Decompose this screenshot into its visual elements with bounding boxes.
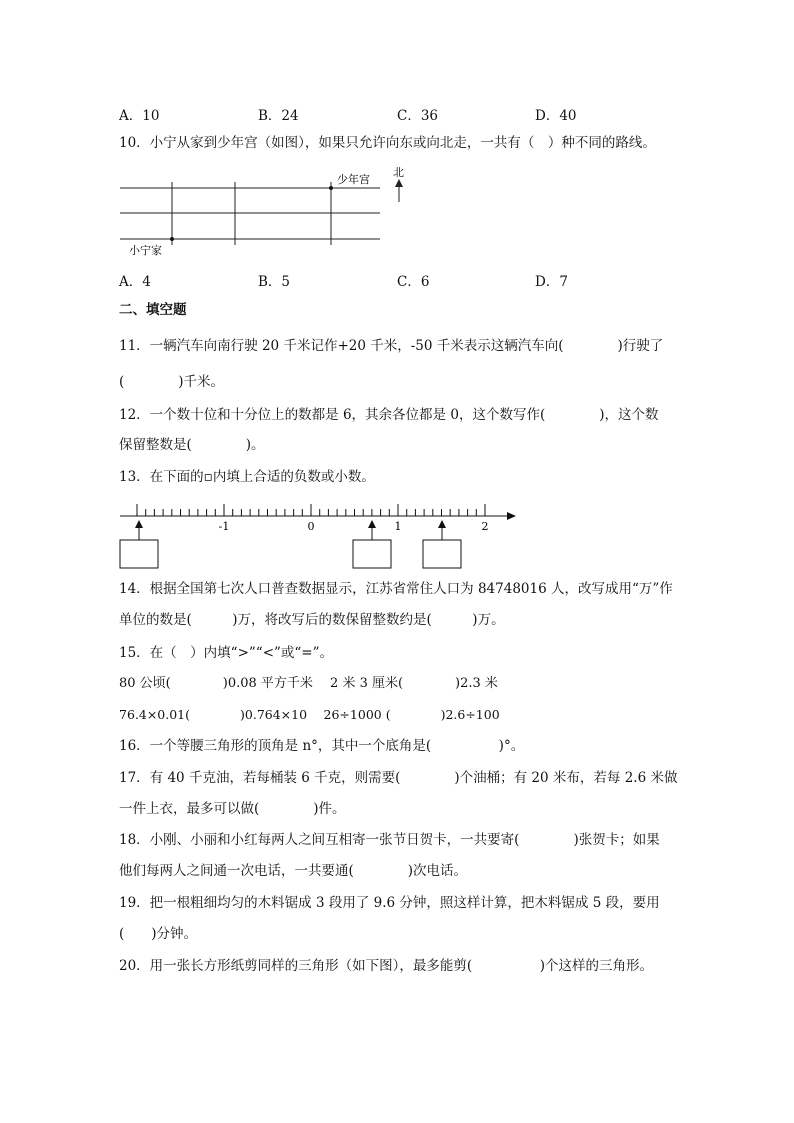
q11-line2: ( )千米。 [119, 374, 225, 390]
tick-label-1: 1 [394, 520, 402, 533]
q10-text: 10．小宁从家到少年宫（如图），如果只允许向东或向北走，一共有（ ）种不同的路线。 [119, 135, 656, 151]
number-line-svg [115, 490, 525, 575]
pointer-2-arrow-icon [368, 520, 376, 528]
answer-box-3 [423, 540, 461, 568]
home-dot [170, 237, 174, 241]
tick-label-0: 0 [307, 520, 315, 533]
q19-line1: 19．把一根粗细均匀的木料锯成 3 段用了 9.6 分钟，照这样计算，把木料锯成 5 段，要用 [119, 895, 660, 911]
q20-text: 20．用一张长方形纸剪同样的三角形（如下图），最多能剪( )个这样的三角形。 [119, 958, 653, 974]
q11-line1: 11．一辆汽车向南行驶 20 千米记作+20 千米，-50 千米表示这辆汽车向( )行驶了 [119, 338, 664, 354]
q19-line2: ( )分钟。 [119, 926, 198, 942]
q9-option-d: D．40 [535, 108, 577, 124]
q18-line1: 18．小刚、小丽和小红每两人之间互相寄一张节日贺卡，一共要寄( )张贺卡；如果 [119, 832, 660, 848]
axis-arrow-icon [507, 512, 516, 520]
q12-line2: 保留整数是( )。 [119, 437, 265, 453]
q15-text: 15．在（ ）内填“>”“<”或“=”。 [119, 645, 334, 661]
q14-line2: 单位的数是( )万，将改写后的数保留整数约是( )万。 [119, 612, 505, 628]
north-label: 北 [393, 166, 404, 179]
q9-option-b: B．24 [258, 108, 299, 124]
q18-line2: 他们每两人之间通一次电话，一共要通( )次电话。 [119, 863, 468, 879]
q9-option-a: A．10 [119, 108, 160, 124]
palace-dot [329, 186, 333, 190]
q17-line1: 17．有 40 千克油，若每桶装 6 千克，则需要( )个油桶；有 20 米布，若每 2.6 米做 [119, 770, 678, 786]
section2-title: 二、填空题 [119, 302, 187, 318]
q17-line2: 一件上衣，最多可以做( )件。 [119, 801, 346, 817]
q15-row2: 76.4×0.01( )0.764×10 26÷1000 ( )2.6÷100 [119, 707, 500, 722]
answer-box-2 [353, 540, 391, 568]
q9-option-c: C．36 [397, 108, 439, 124]
q16-text: 16．一个等腰三角形的顶角是 n°，其中一个底角是( )°。 [119, 738, 525, 754]
north-arrow-icon [395, 179, 403, 187]
q12-line1: 12．一个数十位和十分位上的数都是 6，其余各位都是 0，这个数写作( )，这个数 [119, 407, 659, 423]
q14-line1: 14．根据全国第七次人口普查数据显示，江苏省常住人口为 84748016 人，改写成用“万”作 [119, 581, 673, 597]
pointer-1-arrow-icon [135, 520, 143, 528]
q10-option-c: C．6 [397, 274, 430, 290]
q15-row1: 80 公顷( )0.08 平方千米 2 米 3 厘米( )2.3 米 [119, 676, 498, 691]
q10-option-d: D．7 [535, 274, 568, 290]
q10-map [115, 160, 415, 264]
tick-label-2: 2 [481, 520, 489, 533]
tick-group [137, 504, 485, 516]
q10-option-a: A．4 [119, 274, 151, 290]
q13-number-line [115, 490, 525, 579]
pointer-3-arrow-icon [438, 520, 446, 528]
answer-box-1 [120, 540, 158, 568]
q13-text: 13．在下面的▫内填上合适的负数或小数。 [119, 469, 375, 485]
palace-label: 少年宫 [337, 173, 370, 186]
tick-label-neg1: -1 [218, 520, 230, 533]
q10-map-svg [115, 160, 415, 260]
home-label: 小宁家 [129, 244, 162, 257]
q10-option-b: B．5 [258, 274, 291, 290]
